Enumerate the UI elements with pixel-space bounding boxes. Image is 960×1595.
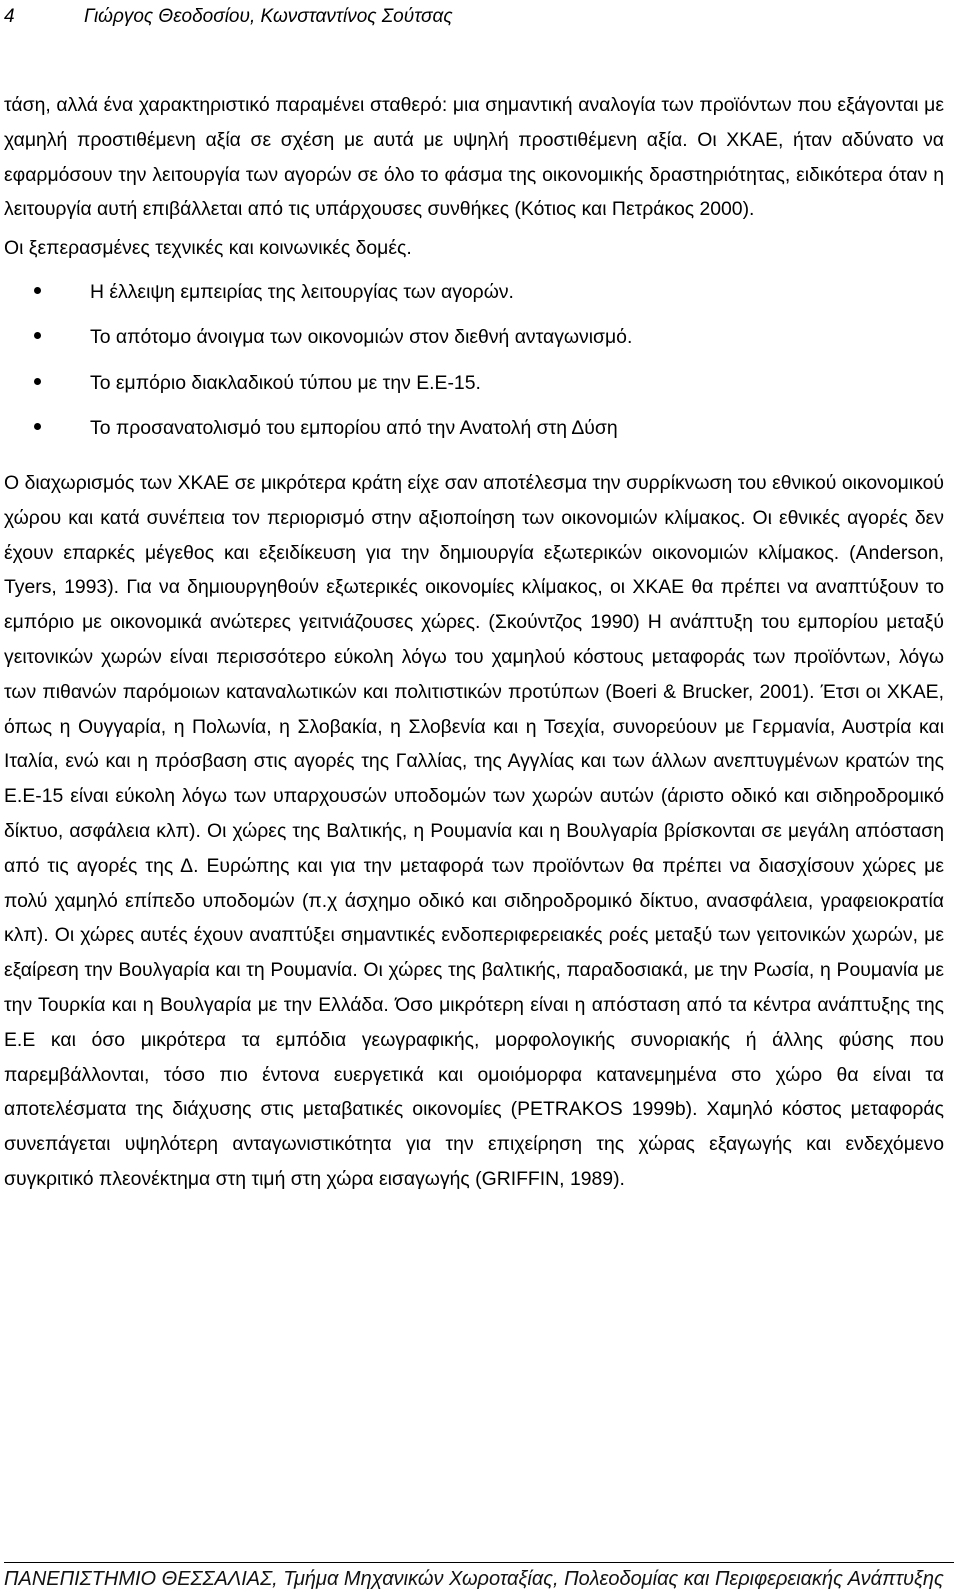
page-body [4, 88, 944, 1197]
bullet-icon [34, 378, 41, 385]
page-number: 4 [4, 6, 15, 27]
bullet-item [4, 408, 944, 454]
bullet-item [4, 272, 944, 318]
intro-paragraph: τάση, αλλά ένα χαρακτηριστικό παραμένει σταθερό: μια σημαντική αναλογία των προϊόντων που εξάγονται με χαμηλή προστιθέμενη αξία σε σχέση με αυτά με υψηλή προστιθέμενη αξία. Οι ΧΚΑΕ, ήταν αδύνατο να εφαρμόσουν την λειτουργία των αγορών σε όλο το φάσμα της οικονομικής δραστηριότητας, ειδικότερα όταν η λειτουργία αυτή επιβάλλεται από τις υπάρχουσες συνθήκες (Κότιος και Πετράκος 2000). [4, 94, 944, 221]
bullet-item [4, 317, 944, 363]
bullet-text: Το προσανατολισμό του εμπορίου από την Ανατολή στη Δύση [90, 417, 618, 440]
bullet-icon [34, 423, 41, 430]
page-header [4, 0, 944, 34]
bullet-text: Το απότομο άνοιγμα των οικονομιών στον διεθνή ανταγωνισμό. [90, 326, 633, 349]
bullet-list [4, 272, 944, 454]
bullet-icon [34, 287, 41, 294]
header-authors: Γιώργος Θεοδοσίου, Κωνσταντίνος Σούτσας [84, 6, 453, 27]
bullet-text: Η έλλειψη εμπειρίας της λειτουργίας των αγορών. [90, 280, 514, 303]
main-paragraph: Ο διαχωρισμός των ΧΚΑΕ σε μικρότερα κράτη είχε σαν αποτέλεσμα την συρρίκνωση του εθνικού οικονομικού χώρου και κατά συνέπεια τον περιορισμό στην αξιοποίηση των οικονομιών κλίμακος. Οι εθνικές αγορές δεν έχουν επαρκές μέγεθος και εξειδίκευση για την δημιουργία εξωτερικών οικονομιών κλίμακος. (Anderson, Tyers, 1993). Για να δημιουργηθούν εξωτερικές οικονομίες κλίμακος, οι ΧΚΑΕ θα πρέπει να αναπτύξουν το εμπόριο με οικονομικά ανώτερες γειτνιάζουσες χώρες. (Σκούντζος 1990) Η ανάπτυξη του εμπορίου μεταξύ γειτονικών χωρών είναι περισσότερο εύκολη λόγω του χαμηλού κόστους μεταφοράς των προϊόντων, λόγω των πιθανών παρόμοιων καταναλωτικών και πολιτιστικών προτύπων (Boeri & Brucker, 2001). Έτσι οι ΧΚΑΕ, όπως η Ουγγαρία, η Πολωνία, η Σλοβακία, η Σλοβενία και η Τσεχία, συνορεύουν με Γερμανία, Αυστρία και Ιταλία, ενώ και η πρόσβαση στις αγορές της Γαλλίας, της Αγγλίας και των άλλων ανεπτυγμένων κρατών της Ε.Ε-15 είναι εύκολη λόγω των υπαρχουσών υποδομών των χωρών αυτών (άριστο οδικό και σιδηροδρομικό δίκτυο, ασφάλεια κλπ). Οι χώρες της Βαλτικής, η Ρουμανία και η Βουλγαρία βρίσκονται σε μεγάλη απόσταση από τις αγορές της Δ. Ευρώπης και για την μεταφορά των προϊόντων θα πρέπει να διασχίσουν χώρες με πολύ χαμηλό επίπεδο υποδομών (π.χ άσχημο οδικό και σιδηροδρομικό δίκτυο, ανασφάλεια, γραφειοκρατία κλπ). Οι χώρες αυτές έχουν αναπτύξει σημαντικές ενδοπεριφερειακές ροές μεταξύ των γειτονικών χωρών, με εξαίρεση την Βουλγαρία και τη Ρουμανία. Οι χώρες της βαλτικής, παραδοσιακά, με την Ρωσία, η Ρουμανία με την Τουρκία και η Βουλγαρία με την Ελλάδα. Όσο μικρότερη είναι η απόσταση από τα κέντρα ανάπτυξης της Ε.Ε και όσο μικρότερα τα εμπόδια γεωγραφικής, μορφολογικής συνοριακής ή άλλης φύσης που παρεμβάλλονται, τόσο πιο έντονα ευεργετικά και ομοιόμορφα κατανεμημένα στο χώρο θα είναι τα αποτελέσματα της διάχυσης στις μεταβατικές οικονομίες (PETRAKOS 1999b). Χαμηλό κόστος μεταφοράς συνεπάγεται υψηλότερη ανταγωνιστικότητα για την επιχείρηση της χώρας εξαγωγής και ενδεχόμενο συγκριτικό πλεονέκτημα στη τιμή στη χώρα εισαγωγής (GRIFFIN, 1989). [4, 471, 944, 1190]
bullet-text: Το εμπόριο διακλαδικού τύπου με την Ε.Ε-15. [90, 371, 481, 394]
bullet-icon [34, 332, 41, 339]
statement-line: Οι ξεπερασμένες τεχνικές και κοινωνικές δομές. [4, 237, 412, 260]
page-footer: ΠΑΝΕΠΙΣΤΗΜΙΟ ΘΕΣΣΑΛΙΑΣ, Τμήμα Μηχανικών Χωροταξίας, Πολεοδομίας και Περιφερειακής Ανάπτυξης [4, 1568, 954, 1591]
bullet-item [4, 363, 944, 409]
